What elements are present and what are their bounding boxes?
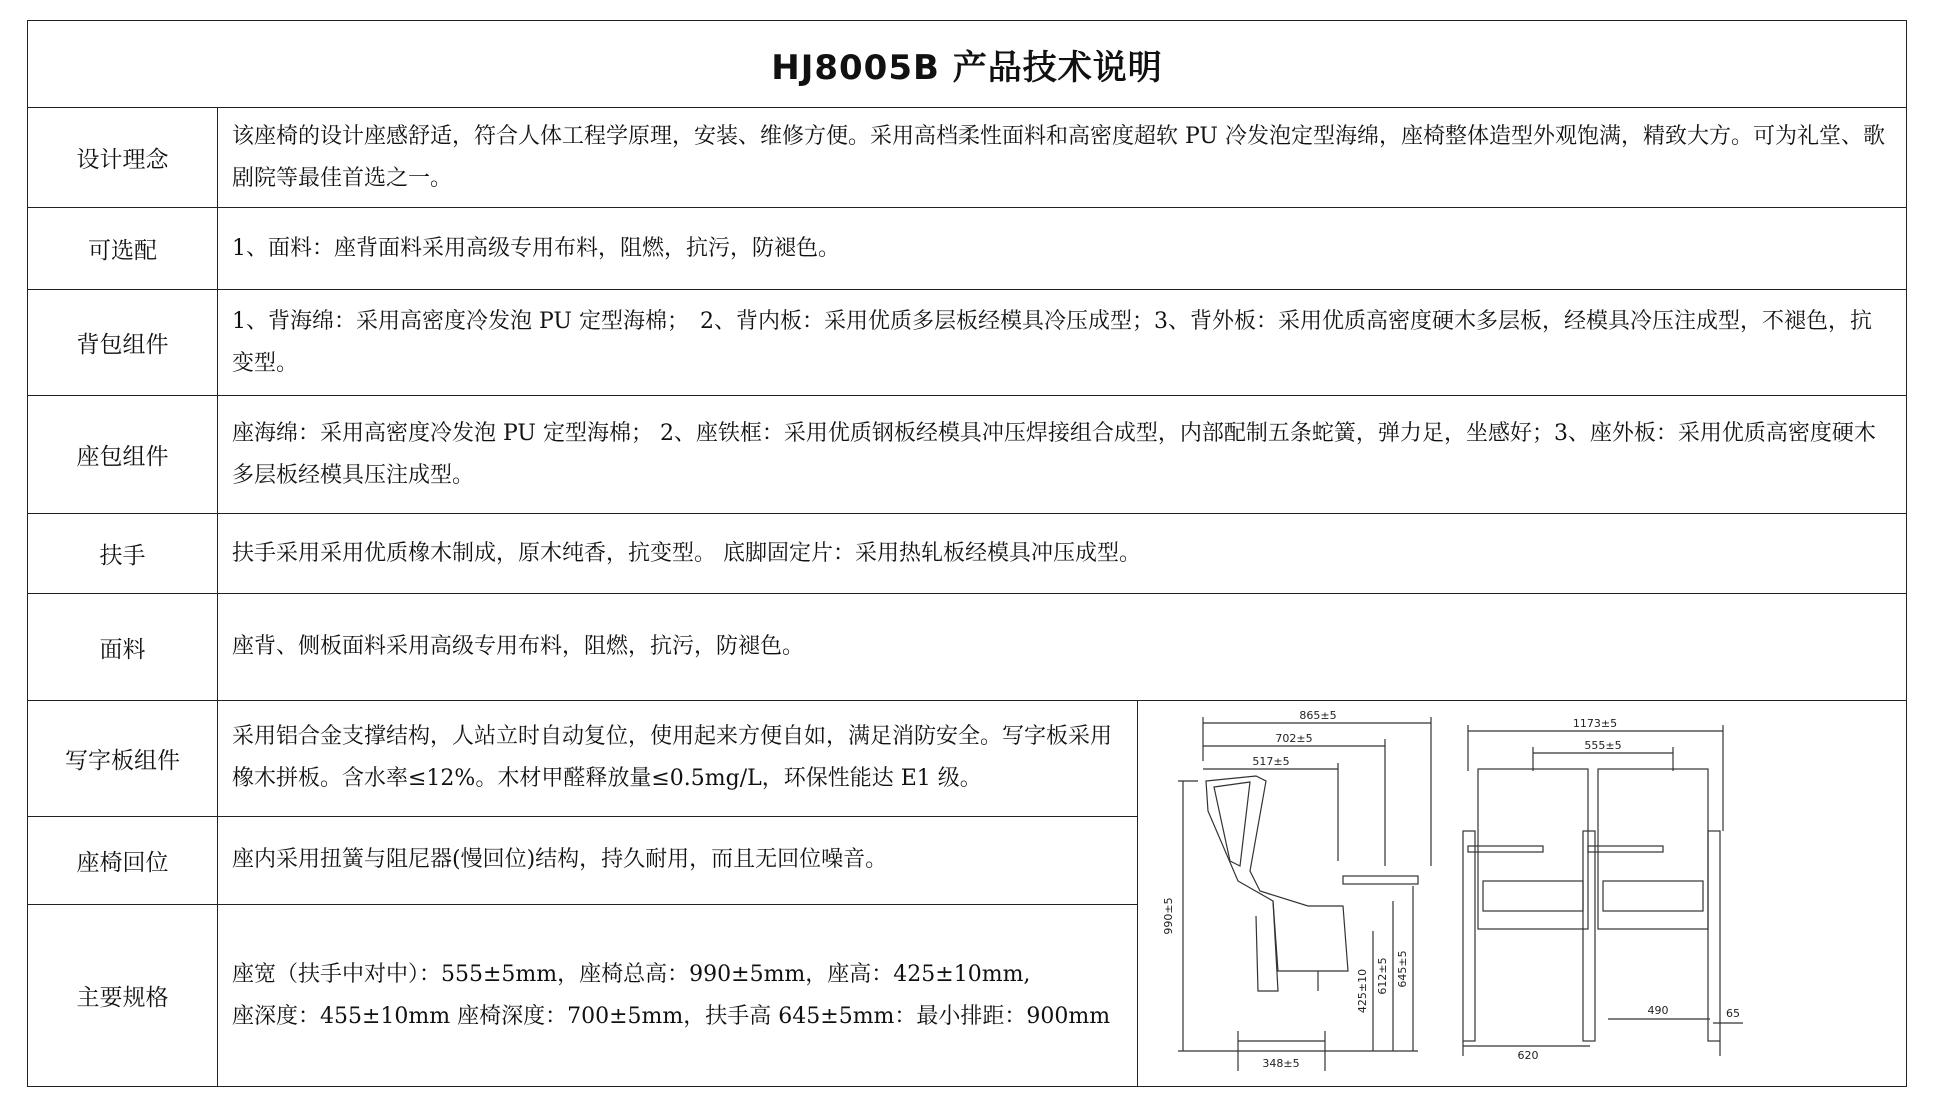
row-text-design-concept: 该座椅的设计座感舒适，符合人体工程学原理，安装、维修方便。采用高档柔性面料和高密度超软 PU 冷发泡定型海绵，座椅整体造型外观饱满，精致大方。可为礼堂、歌剧院等最佳首选之一。 xyxy=(218,108,1907,208)
technical-drawing-cell xyxy=(1138,701,1907,1087)
dim-612: 612±5 xyxy=(1376,957,1389,995)
row-label-seat-assembly: 座包组件 xyxy=(28,396,218,514)
dim-702: 702±5 xyxy=(1275,732,1313,745)
dim-490: 490 xyxy=(1647,1004,1669,1017)
row-text-seat-return: 座内采用扭簧与阻尼器(慢回位)结构，持久耐用，而且无回位噪音。 xyxy=(218,816,1138,904)
row-text-writing-board: 采用铝合金支撑结构，人站立时自动复位，使用起来方便自如，满足消防安全。写字板采用橡木拼板。含水率≤12%。木材甲醛释放量≤0.5mg/L，环保性能达 E1 级。 xyxy=(218,701,1138,817)
dim-517: 517±5 xyxy=(1252,755,1290,768)
row-label-fabric: 面料 xyxy=(28,594,218,701)
row-label-back-assembly: 背包组件 xyxy=(28,290,218,396)
row-text-armrest: 扶手采用采用优质橡木制成，原木纯香，抗变型。 底脚固定片：采用热轧板经模具冲压成型。 xyxy=(218,514,1907,594)
row-text-back-assembly: 1、背海绵：采用高密度冷发泡 PU 定型海棉； 2、背内板：采用优质多层板经模具冷压成型；3、背外板：采用优质高密度硬木多层板，经模具冷压注成型，不褪色，抗变型。 xyxy=(218,290,1907,396)
dim-425: 425±10 xyxy=(1356,968,1369,1014)
dim-990: 990±5 xyxy=(1162,897,1175,935)
page-title: HJ8005B 产品技术说明 xyxy=(28,21,1907,108)
spec-sheet xyxy=(27,20,1906,1097)
row-text-options: 1、面料：座背面料采用高级专用布料，阻燃，抗污，防褪色。 xyxy=(218,208,1907,290)
dim-645: 645±5 xyxy=(1396,950,1409,988)
row-text-seat-assembly: 座海绵：采用高密度冷发泡 PU 定型海棉； 2、座铁框：采用优质钢板经模具冲压焊接组合成型，内部配制五条蛇簧，弹力足，坐感好；3、座外板：采用优质高密度硬木多层板经模具压注成型。 xyxy=(218,396,1907,514)
main-specs-line-1: 座宽（扶手中对中）：555±5mm，座椅总高：990±5mm，座高：425±10mm, xyxy=(232,961,1031,987)
main-specs-line-2: 座深度：455±10mm 座椅深度：700±5mm，扶手高 645±5mm：最小排距：900mm xyxy=(232,1003,1111,1029)
row-text-main-specs xyxy=(218,905,1138,1087)
spec-table xyxy=(27,20,1907,1087)
technical-drawing xyxy=(1138,701,1907,1082)
row-label-main-specs: 主要规格 xyxy=(28,905,218,1087)
row-label-design-concept: 设计理念 xyxy=(28,108,218,208)
dim-65: 65 xyxy=(1726,1007,1740,1020)
row-label-options: 可选配 xyxy=(28,208,218,290)
row-label-writing-board: 写字板组件 xyxy=(28,701,218,817)
dim-348: 348±5 xyxy=(1262,1057,1300,1070)
row-label-seat-return: 座椅回位 xyxy=(28,816,218,904)
row-label-armrest: 扶手 xyxy=(28,514,218,594)
dim-555: 555±5 xyxy=(1584,739,1622,752)
dim-865: 865±5 xyxy=(1299,709,1337,722)
dim-1173: 1173±5 xyxy=(1572,717,1618,730)
row-text-fabric: 座背、侧板面料采用高级专用布料，阻燃，抗污，防褪色。 xyxy=(218,594,1907,701)
dim-620: 620 xyxy=(1517,1049,1539,1062)
